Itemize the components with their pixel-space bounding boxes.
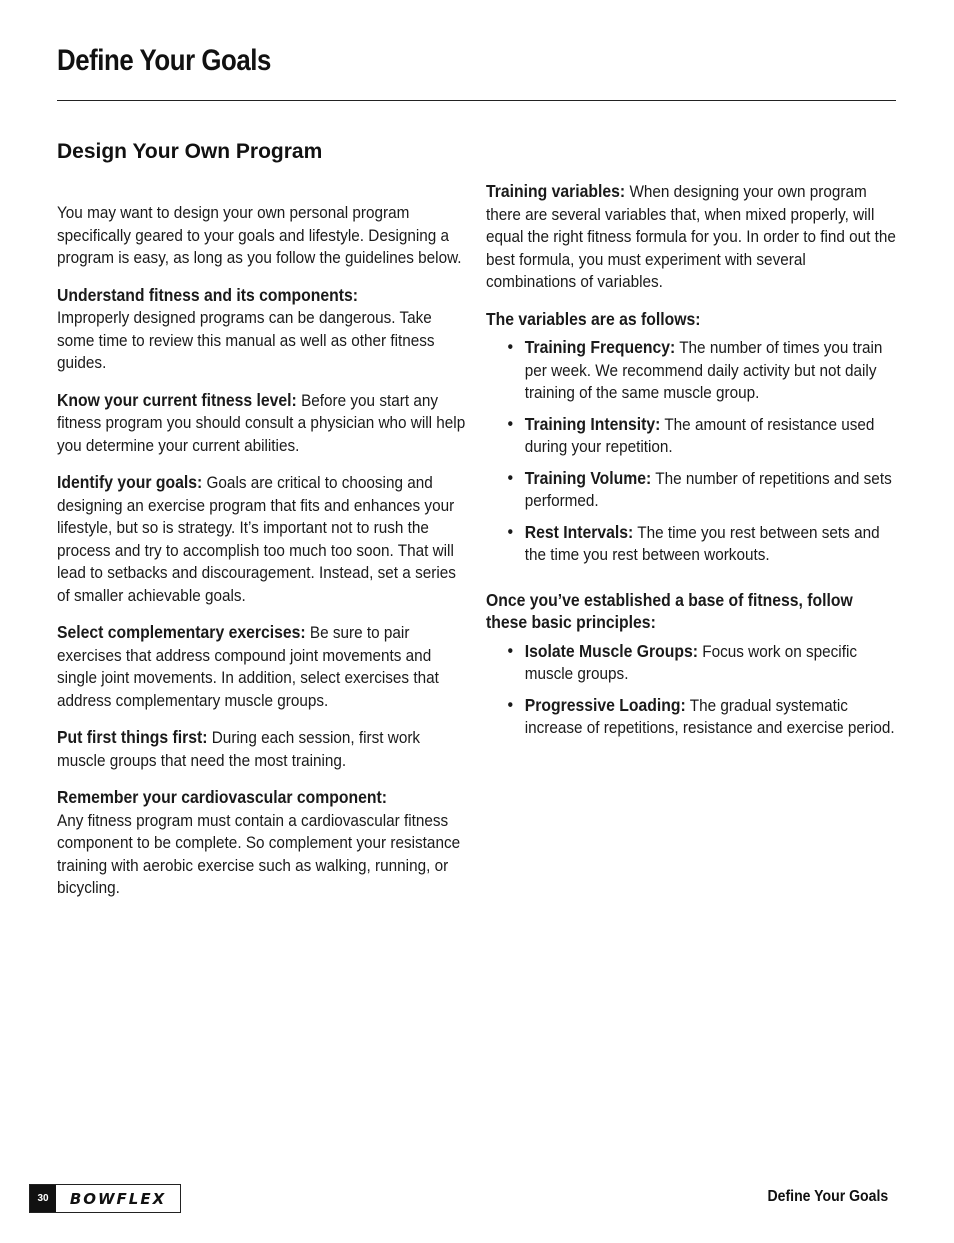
section-heading: Design Your Own Program	[57, 140, 323, 163]
principles-heading: Once you’ve established a base of fitness, follow these basic principles:	[486, 589, 853, 632]
variables-list	[486, 336, 898, 567]
guideline-text: Before you start any fitness program you should consult a physician who will help you determine your current abilities.	[57, 390, 466, 455]
variable-text: The number of repetitions and sets performed.	[524, 468, 892, 510]
guideline-text: Be sure to pair exercises that address compound joint movements and single joint movements. In addition, select exercises that address complementary muscle groups.	[57, 623, 439, 710]
principle-text: The gradual systematic increase of repetitions, resistance and exercise period.	[524, 695, 895, 737]
guideline-understand-fitness	[57, 284, 469, 375]
training-variables-paragraph	[486, 180, 898, 294]
list-item	[486, 640, 898, 686]
variable-text: The number of times you train per week. We recommend daily activity but not daily training of the same muscle group.	[524, 338, 883, 402]
guideline-label: Know your current fitness level:	[57, 389, 297, 410]
guideline-text: Goals are critical to choosing and designing an exercise program that fits and enhances your lifestyle, but so is strategy. It’s important not to rush the process and try to accomplish too much too soon. That will lead to setbacks and discouragement. Instead, set a series of smaller achievable goals.	[57, 473, 456, 605]
page-title: Define Your Goals	[57, 44, 271, 77]
variable-text: The amount of resistance used during your repetition.	[524, 414, 875, 456]
list-item	[486, 521, 898, 567]
left-column	[57, 202, 469, 900]
variable-text: The time you rest between sets and the time you rest between workouts.	[524, 522, 880, 564]
guideline-cardiovascular	[57, 786, 469, 900]
footer-page-badge	[29, 1184, 181, 1213]
principles-list	[486, 640, 898, 740]
guideline-identify-goals	[57, 471, 469, 607]
variable-label: Rest Intervals:	[524, 521, 634, 542]
principle-text: Focus work on specific muscle groups.	[524, 641, 858, 683]
principle-label: Progressive Loading:	[524, 694, 686, 715]
guideline-text: Improperly designed programs can be dangerous. Take some time to review this manual as well as other fitness guides.	[57, 308, 435, 372]
bullet-icon: •	[507, 413, 513, 433]
page-number: 30	[30, 1185, 56, 1212]
variables-heading: The variables are as follows:	[486, 308, 701, 329]
bullet-icon: •	[507, 337, 513, 356]
list-item	[486, 694, 898, 740]
intro-paragraph: You may want to design your own personal program specifically geared to your goals and lifestyle. Designing a program is easy, as long as you follow the guidelines below.	[57, 203, 462, 267]
guideline-complementary-exercises	[57, 621, 469, 712]
list-item	[486, 336, 898, 405]
title-divider	[57, 100, 896, 101]
variable-label: Training Intensity:	[524, 413, 661, 434]
guideline-text: Any fitness program must contain a cardiovascular fitness component to be complete. So complement your resistance training with aerobic exercise such as walking, running, or bicycling.	[57, 810, 461, 897]
bullet-icon: •	[507, 521, 513, 541]
bullet-icon: •	[507, 467, 513, 487]
variable-label: Training Frequency:	[524, 337, 676, 357]
guideline-current-level	[57, 389, 469, 458]
right-column	[486, 180, 898, 748]
training-variables-text: When designing your own program there are several variables that, when mixed properly, will equal the right fitness formula for you. In order to find out the best formula, you must experiment with several combinations of variables.	[486, 182, 896, 291]
guideline-text: During each session, first work muscle groups that need the most training.	[57, 728, 421, 770]
list-item	[486, 413, 898, 459]
variable-label: Training Volume:	[524, 467, 652, 488]
list-item	[486, 467, 898, 513]
principle-label: Isolate Muscle Groups:	[524, 640, 698, 661]
bullet-icon: •	[507, 640, 513, 660]
guideline-label: Put first things first:	[57, 727, 208, 747]
guideline-label: Remember your cardiovascular component:	[57, 787, 387, 807]
guideline-first-things-first	[57, 726, 469, 772]
guideline-label: Select complementary exercises:	[57, 622, 306, 642]
footer-section-title: Define Your Goals	[767, 1188, 888, 1205]
training-variables-label: Training variables:	[486, 181, 626, 201]
brand-logo: BOWFLEX	[69, 1189, 167, 1208]
bullet-icon: •	[507, 694, 513, 714]
guideline-label: Identify your goals:	[57, 472, 203, 492]
guideline-label: Understand fitness and its components:	[57, 284, 359, 305]
